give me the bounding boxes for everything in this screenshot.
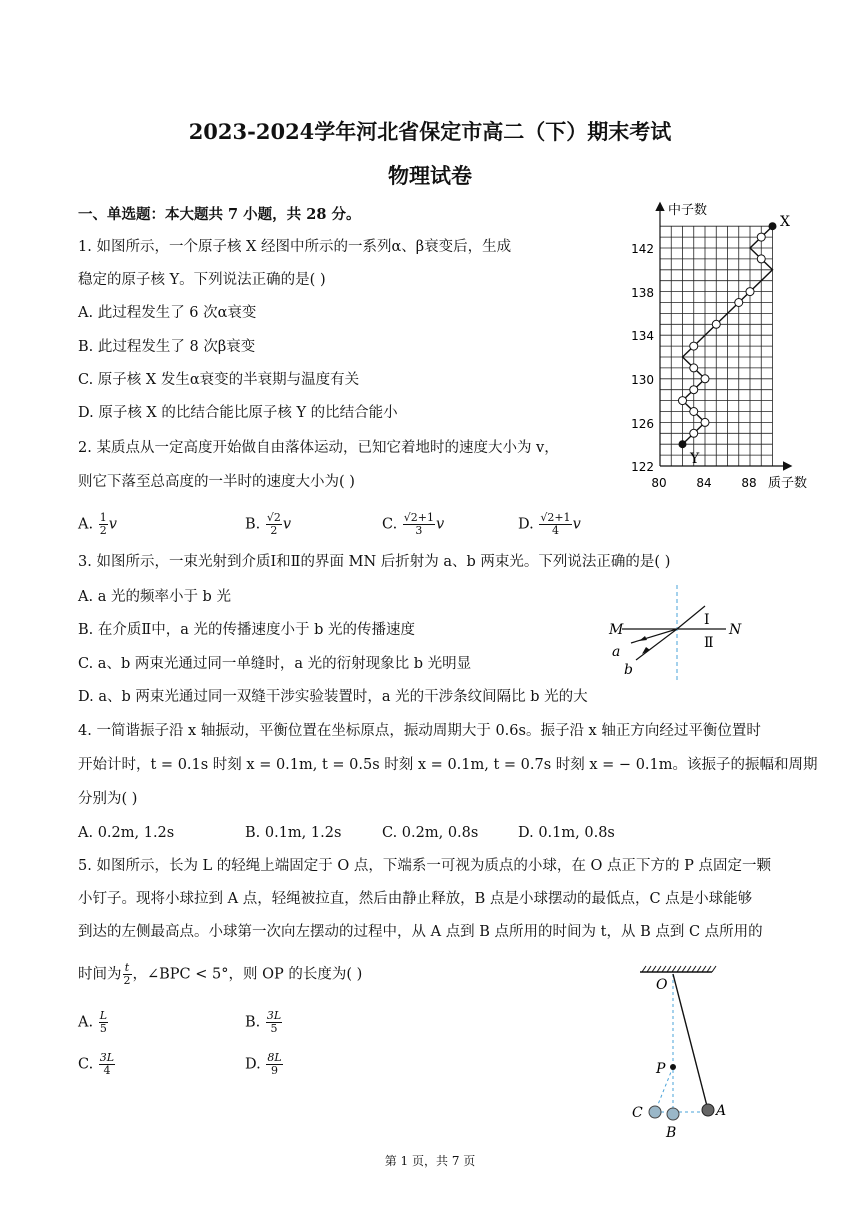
decay-point <box>690 342 698 350</box>
q3-stem: 3. 如图所示，一束光射到介质Ⅰ和Ⅱ的界面 MN 后折射为 a、b 两束光。下列说法正确的是( ) <box>78 554 671 570</box>
q2-stem-line1: 2. 某质点从一定高度开始做自由落体运动，已知它着地时的速度大小为 v， <box>78 440 559 456</box>
x-tick-88: 88 <box>741 476 757 490</box>
label-x: X <box>780 214 790 230</box>
q1-option-b: B. 此过程发生了 8 次β衰变 <box>78 339 256 355</box>
q1-stem-line1: 1. 如图所示，一个原子核 X 经图中所示的一系列α、β衰变后，生成 <box>78 239 512 255</box>
q2-option-c: C. $\frac{√2+1}{3}$ v <box>382 511 445 537</box>
label-c: C <box>632 1105 643 1121</box>
ball-b <box>667 1108 679 1120</box>
q5-stem-line1: 5. 如图所示，长为 L 的轻绳上端固定于 O 点，下端系一可视为质点的小球，在 O 点正下方的 P 点固定一颗 <box>78 858 771 874</box>
decay-point <box>757 255 765 263</box>
page-footer: 第 1 页，共 7 页 <box>384 1154 476 1168</box>
q1-option-a: A. 此过程发生了 6 次α衰变 <box>78 305 257 321</box>
decay-chart-figure <box>620 196 830 496</box>
label-y: Y <box>690 451 700 467</box>
decay-point <box>679 397 687 405</box>
q2-option-b: B. $\frac{√2}{2}$ v <box>245 511 292 537</box>
decay-point <box>701 375 709 383</box>
ball-c <box>649 1106 661 1118</box>
label-o: O <box>656 977 668 993</box>
pendulum-figure <box>625 962 745 1142</box>
y-tick-138: 138 <box>631 286 654 300</box>
q4-option-b: B. 0.1m, 1.2s <box>245 825 342 841</box>
q5-option-a: A. $\frac{L}{5}$ <box>78 1009 108 1035</box>
decay-endpoint <box>769 222 777 230</box>
decay-point <box>690 408 698 416</box>
q2-option-a: A. $\frac{1}{2}$ v <box>78 511 117 537</box>
q3-option-a: A. a 光的频率小于 b 光 <box>78 589 231 605</box>
x-tick-84: 84 <box>696 476 712 490</box>
q4-stem-line1: 4. 一简谐振子沿 x 轴振动，平衡位置在坐标原点，振动周期大于 0.6s。振子沿 x 轴正方向经过平衡位置时 <box>78 723 761 739</box>
label-a: a <box>612 644 621 660</box>
y-tick-122: 122 <box>631 460 654 474</box>
incident-ray <box>677 606 705 629</box>
q4-stem-line2: 开始计时，t = 0.1s 时刻 x = 0.1m, t = 0.5s 时刻 x = 0.1m, t = 0.7s 时刻 x = − 0.1m。该振子的振幅和周期 <box>78 757 818 773</box>
q5-option-c: C. $\frac{3L}{4}$ <box>78 1051 115 1077</box>
q4-option-d: D. 0.1m, 0.8s <box>518 825 615 841</box>
q1-option-c: C. 原子核 X 发生α衰变的半衰期与温度有关 <box>78 372 360 388</box>
q5-stem-line3: 到达的左侧最高点。小球第一次向左摆动的过程中，从 A 点到 B 点所用的时间为 t，从 B 点到 C 点所用的 <box>78 924 763 940</box>
section-heading: 一、单选题：本大题共 7 小题，共 28 分。 <box>78 206 361 223</box>
page-subtitle: 物理试卷 <box>388 163 472 188</box>
ray-b <box>636 629 677 660</box>
decay-point <box>735 299 743 307</box>
rope <box>673 974 708 1110</box>
y-tick-134: 134 <box>631 329 654 343</box>
decay-point <box>701 418 709 426</box>
label-b: b <box>624 662 633 678</box>
label-a: A <box>716 1103 727 1119</box>
ball-a <box>702 1104 714 1116</box>
decay-endpoint <box>679 440 687 448</box>
label-m: M <box>609 622 624 638</box>
decay-point <box>757 233 765 241</box>
q3-option-d: D. a、b 两束光通过同一双缝干涉实验装置时，a 光的干涉条纹间隔比 b 光的大 <box>78 689 588 705</box>
q2-stem-line2: 则它下落至总高度的一半时的速度大小为( ) <box>78 474 355 490</box>
decay-point <box>690 386 698 394</box>
y-tick-142: 142 <box>631 242 654 256</box>
label-p: P <box>656 1061 666 1077</box>
page-title: 2023-2024学年河北省保定市高二（下）期末考试 <box>188 119 672 144</box>
q3-option-c: C. a、b 两束光通过同一单缝时，a 光的衍射现象比 b 光明显 <box>78 656 472 672</box>
decay-point <box>746 288 754 296</box>
q1-option-d: D. 原子核 X 的比结合能比原子核 Y 的比结合能小 <box>78 405 398 421</box>
ray-a <box>631 629 677 643</box>
label-medium-1: Ⅰ <box>704 612 710 628</box>
q4-option-a: A. 0.2m, 1.2s <box>78 825 175 841</box>
label-b: B <box>666 1125 677 1141</box>
q2-option-d: D. $\frac{√2+1}{4}$ v <box>518 511 581 537</box>
q5-stem-line4: 时间为 $\frac{t}{2}$ ，∠BPC < 5°，则 OP 的长度为( ) <box>78 961 363 987</box>
x-axis-label: 质子数 <box>768 476 808 491</box>
q5-option-b: B. $\frac{3L}{5}$ <box>245 1009 282 1035</box>
q5-option-d: D. $\frac{8L}{9}$ <box>245 1051 282 1077</box>
y-tick-126: 126 <box>631 417 654 431</box>
y-tick-130: 130 <box>631 373 654 387</box>
label-n: N <box>729 622 742 638</box>
q5-stem-line2: 小钉子。现将小球拉到 A 点，轻绳被拉直，然后由静止释放，B 点是小球摆动的最低点，C 点是小球能够 <box>78 891 753 907</box>
decay-point <box>690 364 698 372</box>
refraction-figure <box>600 580 750 690</box>
y-axis-label: 中子数 <box>668 203 708 218</box>
q4-stem-line3: 分别为( ) <box>78 791 138 807</box>
decay-point <box>690 429 698 437</box>
q1-stem-line2: 稳定的原子核 Y。下列说法正确的是( ) <box>78 272 326 288</box>
q3-option-b: B. 在介质Ⅱ中，a 光的传播速度小于 b 光的传播速度 <box>78 622 415 638</box>
decay-point <box>712 320 720 328</box>
x-tick-80: 80 <box>651 476 667 490</box>
q4-option-c: C. 0.2m, 0.8s <box>382 825 479 841</box>
nail-p <box>670 1064 676 1070</box>
label-medium-2: Ⅱ <box>704 635 714 651</box>
